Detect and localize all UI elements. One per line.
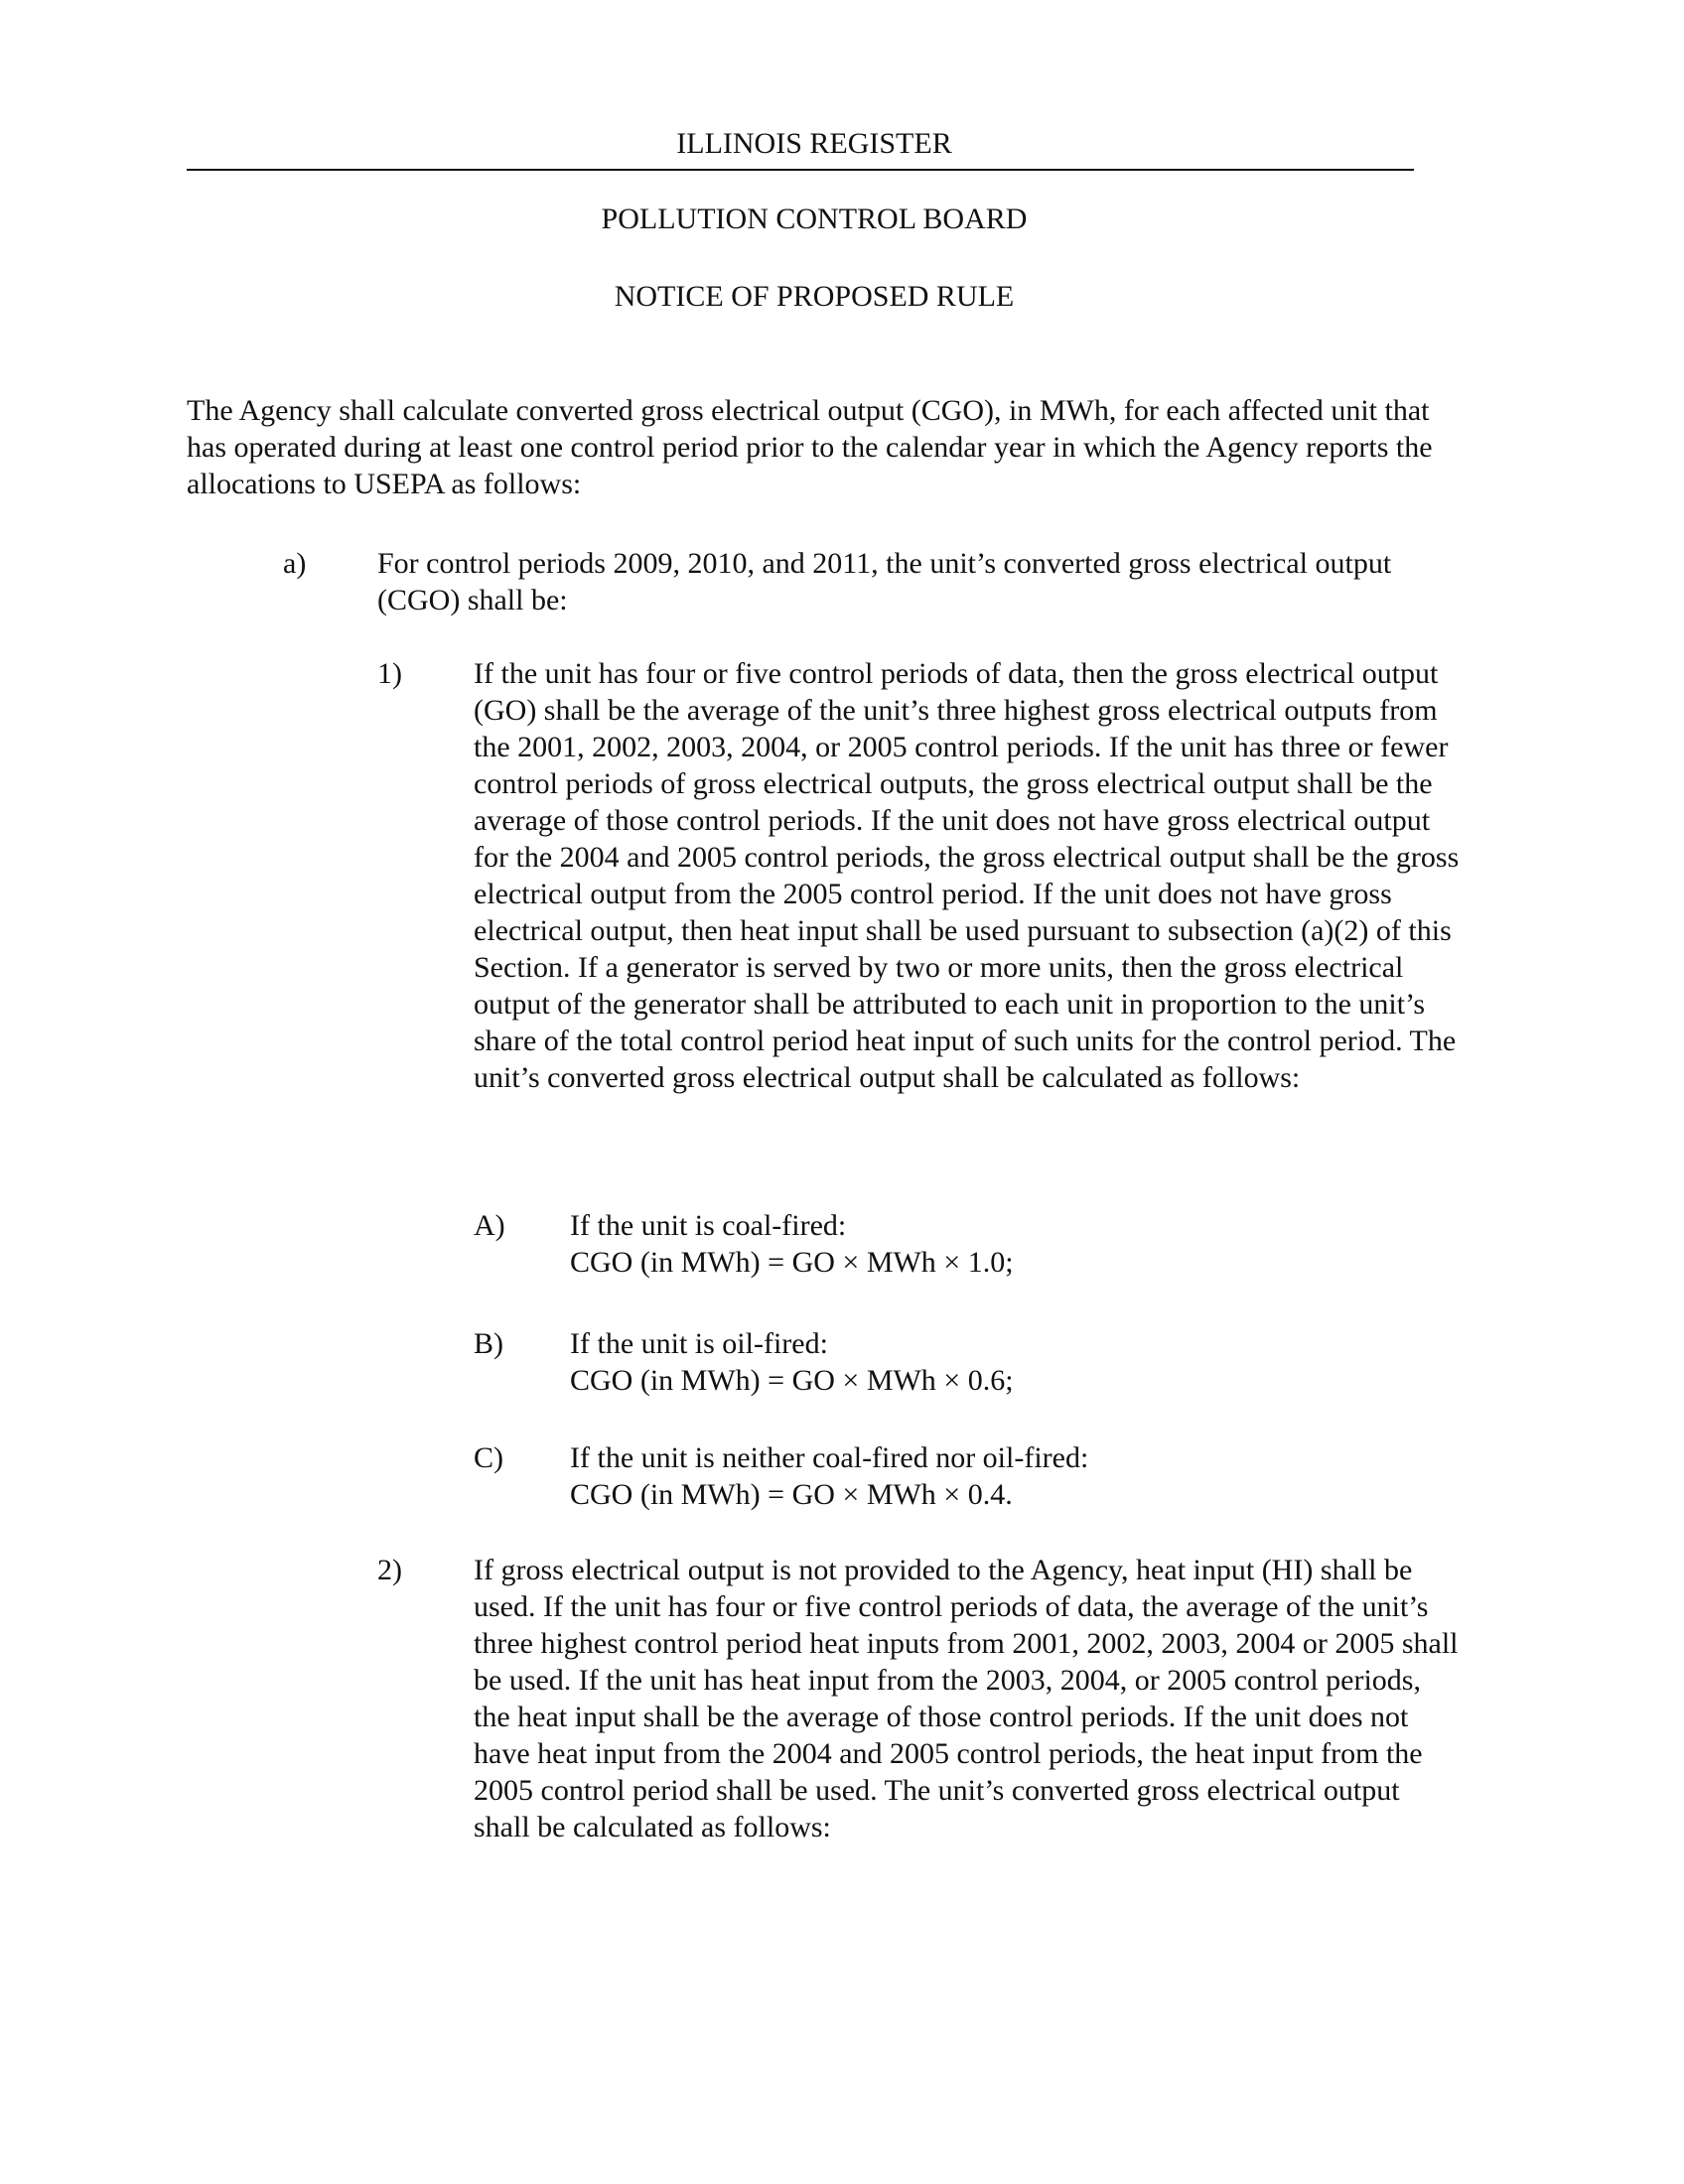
item-C-formula: CGO (in MWh) = GO × MWh × 0.4. [570,1478,1013,1511]
intro-paragraph: The Agency shall calculate converted gross electrical output (CGO), in MWh, for each affected unit that has operated during at least one control period prior to the calendar year in which the Agency reports the allocations to USEPA as follows: [187,394,1433,500]
item-A-marker: A) [474,1209,505,1242]
subsection-a-text: For control periods 2009, 2010, and 2011, the unit’s converted gross electrical output (CGO) shall be: [377,547,1392,616]
header-rule [187,169,1414,171]
item-2-text: If gross electrical output is not provided to the Agency, heat input (HI) shall be used. If the unit has four or five control periods of data, the average of the unit’s three highest control period heat inputs from 2001, 2002, 2003, 2004 or 2005 shall be used. If the unit has heat input from the 2003, 2004, or 2005 control periods, the heat input shall be the average of those control periods. If the unit does not have heat input from the 2004 and 2005 control periods, the heat input from the 2005 control period shall be used. The unit’s converted gross electrical output shall be calculated as follows: [474,1554,1459,1843]
item-1-text: If the unit has four or five control periods of data, then the gross electrical output (GO) shall be the average of the unit’s three highest gross electrical outputs from the 2001, 2002, 2003, 2004, or 2005 control periods. If the unit has three or fewer control periods of gross electrical outputs, the gross electrical output shall be the average of those control periods. If the unit does not have gross electrical output for the 2004 and 2005 control periods, the gross electrical output shall be the gross electrical output from the 2005 control period. If the unit does not have gross electrical output, then heat input shall be used pursuant to subsection (a)(2) of this Section. If a generator is served by two or more units, then the gross electrical output of the generator shall be attributed to each unit in proportion to the unit’s share of the total control period heat input of such units for the control period. The unit’s converted gross electrical output shall be calculated as follows: [474,657,1460,1094]
item-C-block [570,1439,1464,1513]
subsection-a-marker: a) [283,547,307,580]
notice-title: NOTICE OF PROPOSED RULE [614,280,1015,313]
board-title: POLLUTION CONTROL BOARD [601,203,1028,235]
item-C-condition: If the unit is neither coal-fired nor oil-fired: [570,1441,1089,1474]
register-title: ILLINOIS REGISTER [676,127,952,160]
item-B-formula: CGO (in MWh) = GO × MWh × 0.6; [570,1364,1014,1397]
item-B-marker: B) [474,1327,503,1360]
item-A-condition: If the unit is coal-fired: [570,1209,847,1242]
item-A-formula: CGO (in MWh) = GO × MWh × 1.0; [570,1246,1014,1279]
item-2-marker: 2) [377,1554,402,1586]
item-B-block [570,1325,1464,1399]
item-A-block [570,1207,1464,1281]
item-B-condition: If the unit is oil-fired: [570,1327,828,1360]
item-1-marker: 1) [377,657,402,690]
item-C-marker: C) [474,1441,503,1474]
